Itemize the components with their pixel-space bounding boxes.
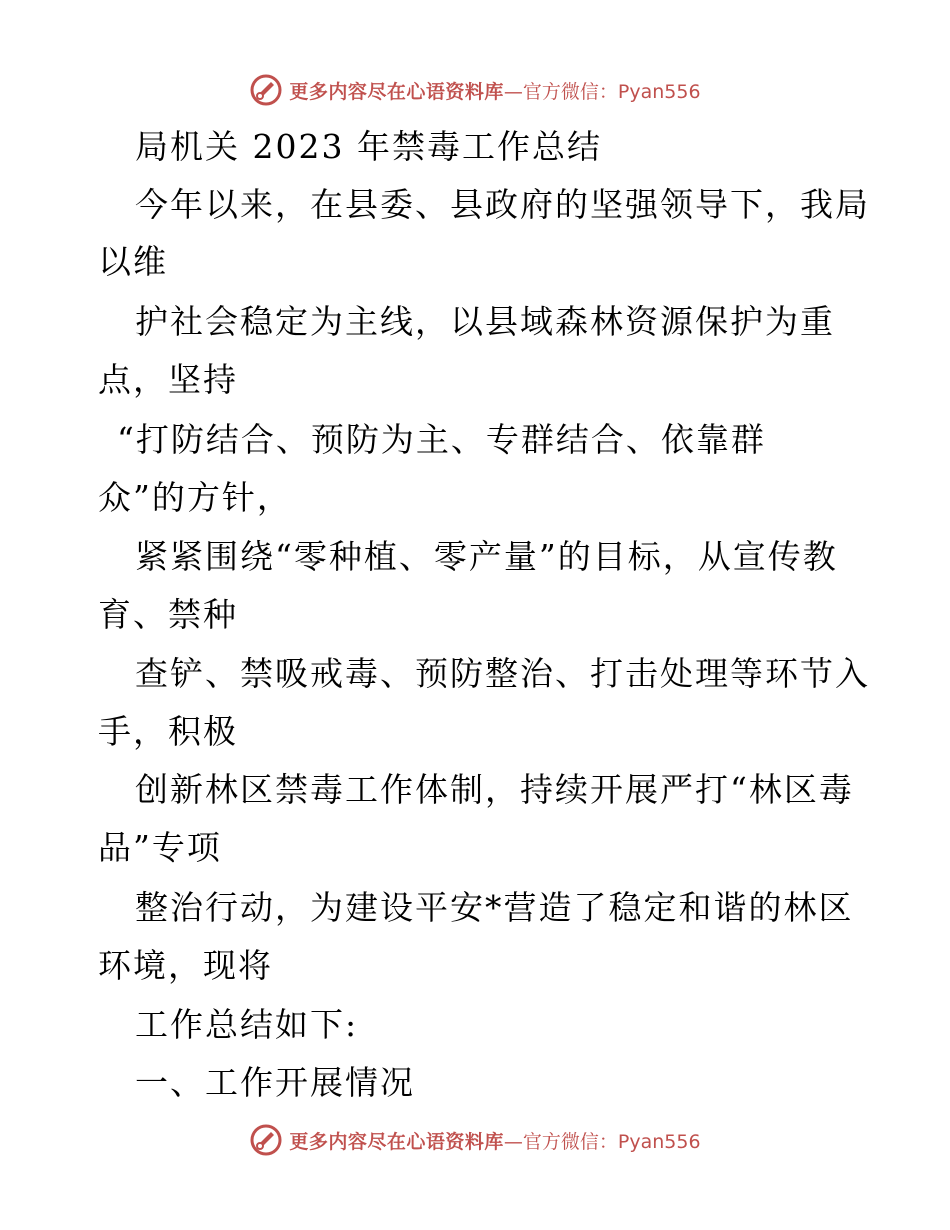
- paragraph-line: 众”的方针，: [98, 478, 292, 517]
- paragraph-line: 手，积极: [98, 712, 238, 751]
- paragraph-line: 创新林区禁毒工作体制，持续开展严打“林区毒: [135, 770, 854, 809]
- paragraph-line: 育、禁种: [98, 595, 238, 634]
- banner-main-text: 更多内容尽在心语资料库: [289, 80, 504, 103]
- paragraph-line: 今年以来，在县委、县政府的坚强领导下，我局: [135, 185, 870, 224]
- paragraph-line: 点，坚持: [98, 360, 238, 399]
- paragraph-line: 整治行动，为建设平安*营造了稳定和谐的林区: [135, 888, 854, 927]
- brand-logo-icon: [249, 1123, 283, 1157]
- paragraph-line: 工作总结如下:: [135, 1005, 359, 1044]
- paragraph-line: 以维: [98, 242, 168, 281]
- banner-sub-text: —官方微信：Pyan556: [503, 1130, 701, 1153]
- banner-sub-text: —官方微信：Pyan556: [503, 80, 701, 103]
- brand-logo-icon: [249, 73, 283, 107]
- paragraph-line: 环境，现将: [98, 946, 273, 985]
- paragraph-line: “打防结合、预防为主、专群结合、依靠群: [117, 420, 766, 459]
- paragraph-line: 紧紧围绕“零种植、零产量”的目标，从宣传教: [135, 537, 838, 576]
- paragraph-line: 护社会稳定为主线，以县域森林资源保护为重: [135, 302, 835, 341]
- paragraph-line: 品”专项: [98, 828, 222, 867]
- banner-main-text: 更多内容尽在心语资料库: [289, 1130, 504, 1153]
- document-title: 局机关 2023 年禁毒工作总结: [135, 127, 602, 166]
- section-heading: 一、工作开展情况: [135, 1063, 415, 1102]
- footer-banner: [0, 1120, 950, 1160]
- header-banner: [0, 70, 950, 110]
- paragraph-line: 查铲、禁吸戒毒、预防整治、打击处理等环节入: [135, 654, 870, 693]
